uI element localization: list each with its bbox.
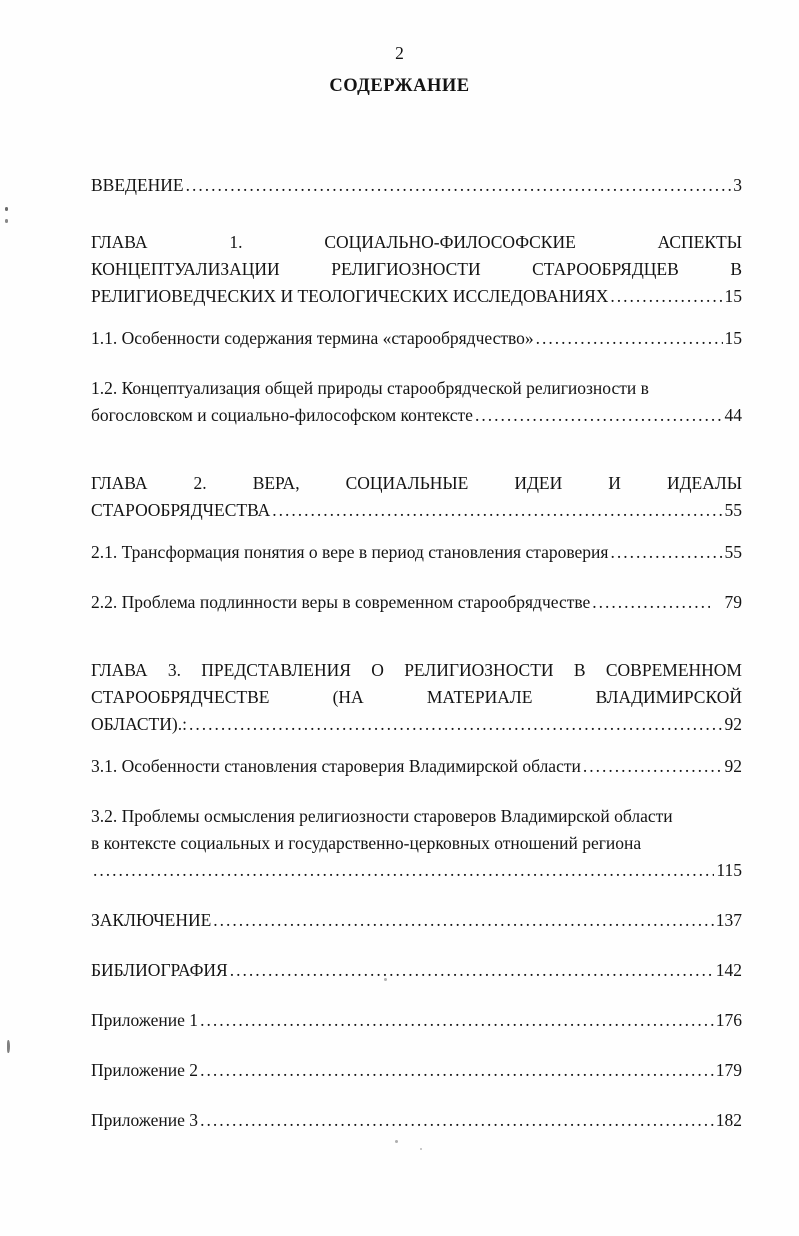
toc-entry-glava-2 bbox=[91, 470, 742, 524]
toc-line bbox=[91, 857, 742, 884]
dot-leader bbox=[186, 172, 732, 199]
dot-leader bbox=[475, 402, 723, 429]
toc-entry-label: Приложение 2 bbox=[91, 1060, 199, 1080]
toc-entry-label: ЗАКЛЮЧЕНИЕ bbox=[91, 910, 212, 930]
toc-line bbox=[91, 1107, 742, 1134]
toc-line: ГЛАВА 2. ВЕРА, СОЦИАЛЬНЫЕ ИДЕИ И ИДЕАЛЫ bbox=[91, 473, 742, 493]
page-ref: 55 bbox=[724, 542, 742, 562]
page-ref: 3 bbox=[733, 175, 742, 195]
scan-artifact bbox=[395, 1140, 398, 1143]
toc-entry-section-3-1 bbox=[91, 753, 742, 780]
toc-line bbox=[91, 711, 742, 738]
page-ref: 55 bbox=[724, 500, 742, 520]
toc-entry-section-2-1 bbox=[91, 539, 742, 566]
toc-entry-label: богословском и социально-философском контексте bbox=[91, 405, 473, 425]
toc-line bbox=[91, 539, 742, 566]
dot-leader bbox=[272, 497, 722, 524]
dot-leader bbox=[230, 957, 714, 984]
dot-leader bbox=[93, 857, 714, 884]
dot-leader bbox=[536, 325, 723, 352]
page-ref: 137 bbox=[715, 910, 742, 930]
toc-line bbox=[91, 325, 742, 352]
toc-entry-label: Приложение 1 bbox=[91, 1010, 199, 1030]
toc-entry-label: 3.1. Особенности становления староверия Владимирской области bbox=[91, 756, 581, 776]
toc-entry-prilozhenie-2 bbox=[91, 1057, 742, 1084]
toc-line: 1.2. Концептуализация общей природы старообрядческой религиозности в bbox=[91, 378, 649, 398]
toc-line bbox=[91, 957, 742, 984]
toc-entry-section-3-2 bbox=[91, 803, 742, 884]
toc-line bbox=[91, 172, 742, 199]
toc-entry-bibliografiia bbox=[91, 957, 742, 984]
toc-entry-prilozhenie-1 bbox=[91, 1007, 742, 1034]
page-ref: 79 bbox=[724, 592, 742, 612]
toc-entry-label: 1.1. Особенности содержания термина «старообрядчество» bbox=[91, 328, 534, 348]
page-ref: 92 bbox=[724, 714, 742, 734]
toc-entry-glava-1 bbox=[91, 229, 742, 310]
toc-line: 3.2. Проблемы осмысления религиозности староверов Владимирской области bbox=[91, 806, 673, 826]
toc-entry-glava-3 bbox=[91, 657, 742, 738]
table-of-contents bbox=[91, 172, 742, 1134]
toc-line: КОНЦЕПТУАЛИЗАЦИИ РЕЛИГИОЗНОСТИ СТАРООБРЯДЦЕВ В bbox=[91, 259, 742, 279]
scan-artifact bbox=[384, 978, 387, 981]
toc-entry-section-1-2 bbox=[91, 375, 742, 429]
toc-line: ГЛАВА 3. ПРЕДСТАВЛЕНИЯ О РЕЛИГИОЗНОСТИ В СОВРЕМЕННОМ bbox=[91, 660, 742, 680]
toc-line bbox=[91, 589, 742, 616]
toc-entry-label: 2.1. Трансформация понятия о вере в период становления староверия bbox=[91, 542, 609, 562]
toc-line bbox=[91, 1007, 742, 1034]
toc-line: ГЛАВА 1. СОЦИАЛЬНО-ФИЛОСОФСКИЕ АСПЕКТЫ bbox=[91, 232, 742, 252]
dot-leader bbox=[200, 1007, 714, 1034]
toc-entry-label: РЕЛИГИОВЕДЧЕСКИХ И ТЕОЛОГИЧЕСКИХ ИССЛЕДОВАНИЯХ bbox=[91, 286, 609, 306]
toc-entry-section-2-2 bbox=[91, 589, 742, 616]
toc-entry-label: БИБЛИОГРАФИЯ bbox=[91, 960, 228, 980]
toc-entry-label: СТАРООБРЯДЧЕСТВА bbox=[91, 500, 271, 520]
page-ref: 142 bbox=[715, 960, 742, 980]
toc-entry-label: Приложение 3 bbox=[91, 1110, 199, 1130]
page-title: СОДЕРЖАНИЕ bbox=[329, 76, 470, 96]
toc-entry-zakliuchenie bbox=[91, 907, 742, 934]
toc-line bbox=[91, 753, 742, 780]
toc-line: в контексте социальных и государственно-церковных отношений региона bbox=[91, 833, 642, 853]
dot-leader bbox=[592, 589, 709, 616]
toc-line: СТАРООБРЯДЧЕСТВЕ (НА МАТЕРИАЛЕ ВЛАДИМИРСКОЙ bbox=[91, 687, 742, 707]
toc-line bbox=[91, 283, 742, 310]
toc-line bbox=[91, 907, 742, 934]
scan-artifact bbox=[420, 1148, 422, 1150]
toc-line bbox=[91, 402, 742, 429]
dot-leader bbox=[200, 1057, 714, 1084]
toc-line bbox=[91, 497, 742, 524]
scan-artifact bbox=[7, 1040, 10, 1053]
dot-leader bbox=[200, 1107, 714, 1134]
toc-entry-vvedenie bbox=[91, 172, 742, 199]
dot-leader bbox=[213, 907, 713, 934]
page-ref: 15 bbox=[724, 286, 742, 306]
page-ref: 115 bbox=[716, 860, 742, 880]
page-ref: 182 bbox=[715, 1110, 742, 1130]
page-ref: 92 bbox=[724, 756, 742, 776]
toc-entry-label: 2.2. Проблема подлинности веры в современном старообрядчестве bbox=[91, 592, 591, 612]
toc-line bbox=[91, 1057, 742, 1084]
dot-leader bbox=[610, 539, 722, 566]
scan-artifact bbox=[5, 207, 8, 211]
scan-artifact bbox=[5, 219, 8, 223]
toc-entry-label: ОБЛАСТИ).: bbox=[91, 714, 187, 734]
toc-entry-label: ВВЕДЕНИЕ bbox=[91, 175, 184, 195]
dot-leader bbox=[189, 711, 723, 738]
page-ref: 179 bbox=[715, 1060, 742, 1080]
dot-leader bbox=[583, 753, 723, 780]
page-number: 2 bbox=[395, 43, 404, 63]
page-ref: 15 bbox=[724, 328, 742, 348]
page-ref: 44 bbox=[724, 405, 742, 425]
toc-entry-section-1-1 bbox=[91, 325, 742, 352]
dot-leader bbox=[610, 283, 722, 310]
page-ref: 176 bbox=[715, 1010, 742, 1030]
toc-entry-prilozhenie-3 bbox=[91, 1107, 742, 1134]
